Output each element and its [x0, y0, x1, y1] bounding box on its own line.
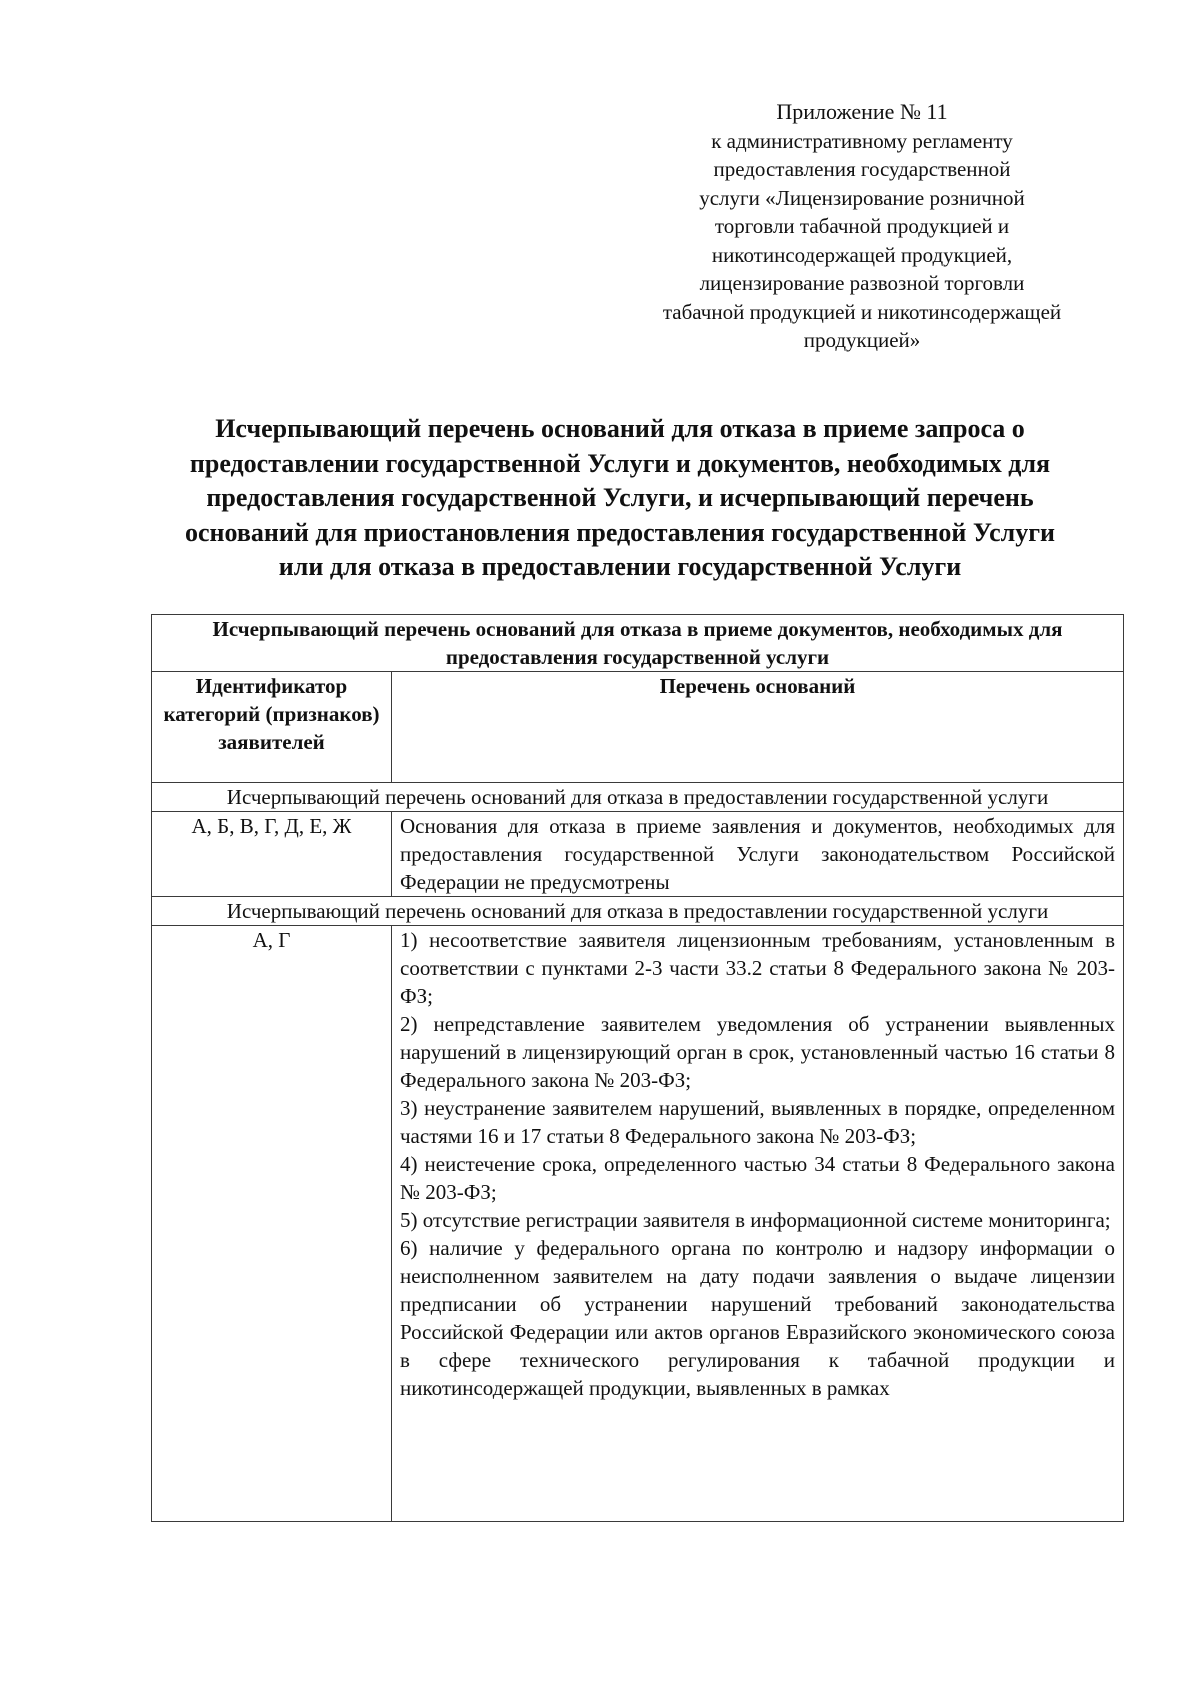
heading-line: предоставления государственной Услуги, и исчерпывающий перечень	[206, 483, 1034, 512]
table-section-row	[152, 783, 1124, 812]
heading-line: или для отказа в предоставлении государственной Услуги	[278, 552, 962, 581]
categories-cell: А, Г	[152, 926, 392, 1522]
annex-line: никотинсодержащей продукцией,	[711, 242, 1013, 267]
column-header-categories: Идентификатор категорий (признаков) заявителей	[152, 672, 392, 783]
ground-item: 4) неистечение срока, определенного частью 34 статьи 8 Федерального закона № 203-ФЗ;	[400, 1152, 1115, 1204]
annex-title: Приложение № 11	[776, 99, 948, 124]
ground-item: 1) несоответствие заявителя лицензионным требованиям, установленным в соответствии с пунктами 2-3 части 33.2 статьи 8 Федерального закона № 203-ФЗ;	[400, 928, 1115, 1008]
section-title-refusal: Исчерпывающий перечень оснований для отказа в предоставлении государственной услуги	[152, 897, 1124, 926]
ground-item: 5) отсутствие регистрации заявителя в информационной системе мониторинга;	[400, 1208, 1111, 1232]
table-row	[152, 926, 1124, 1522]
grounds-table	[151, 614, 1124, 1522]
heading-line: оснований для приостановления предоставления государственной Услуги	[184, 517, 1056, 547]
table-row	[152, 812, 1124, 897]
heading-line: Исчерпывающий перечень оснований для отказа в приеме запроса о	[215, 414, 1025, 443]
section-title-documents: Исчерпывающий перечень оснований для отказа в приеме документов, необходимых для предоставления государственной услуги	[152, 615, 1124, 672]
categories-cell: А, Б, В, Г, Д, Е, Ж	[152, 812, 392, 897]
table-section-row	[152, 615, 1124, 672]
table-header-row	[152, 672, 1124, 783]
section-title-refusal: Исчерпывающий перечень оснований для отказа в предоставлении государственной услуги	[152, 783, 1124, 812]
column-header-grounds: Перечень оснований	[392, 672, 1124, 783]
ground-item: 3) неустранение заявителем нарушений, выявленных в порядке, определенном частями 16 и 17 статьи 8 Федерального закона № 203-ФЗ;	[400, 1096, 1115, 1148]
annex-line: продукцией»	[803, 328, 921, 352]
annex-line: торговли табачной продукцией и	[714, 214, 1010, 238]
annex-line: к административному регламенту	[711, 128, 1013, 153]
grounds-list-cell	[392, 926, 1124, 1522]
grounds-cell: Основания для отказа в приеме заявления и документов, необходимых для предоставления государственной Услуги законодательством Российской Федерации не предусмотрены	[392, 812, 1124, 897]
annex-line: предоставления государственной	[713, 157, 1011, 181]
ground-item: 6) наличие у федерального органа по контролю и надзору информации о неисполненном заявителем на дату подачи заявления о выдаче лицензии предписании об устранении нарушений требований законодательства Российской Федерации или актов органов Евразийского экономического союза в сфере технического регулирования к табачной продукции и никотинсодержащей продукции, выявленных в рамках	[400, 1236, 1115, 1400]
annex-line: услуги «Лицензирование розничной	[699, 185, 1025, 210]
document-heading	[140, 412, 1100, 585]
table-section-row	[152, 897, 1124, 926]
heading-line: предоставлении государственной Услуги и документов, необходимых для	[189, 448, 1051, 478]
annex-line: лицензирование развозной торговли	[699, 271, 1025, 295]
annex-block	[612, 98, 1112, 355]
ground-item: 2) непредставление заявителем уведомления об устранении выявленных нарушений в лицензирующий орган в срок, установленный частью 16 статьи 8 Федерального закона № 203-ФЗ;	[400, 1012, 1115, 1092]
annex-line: табачной продукцией и никотинсодержащей	[662, 299, 1062, 324]
